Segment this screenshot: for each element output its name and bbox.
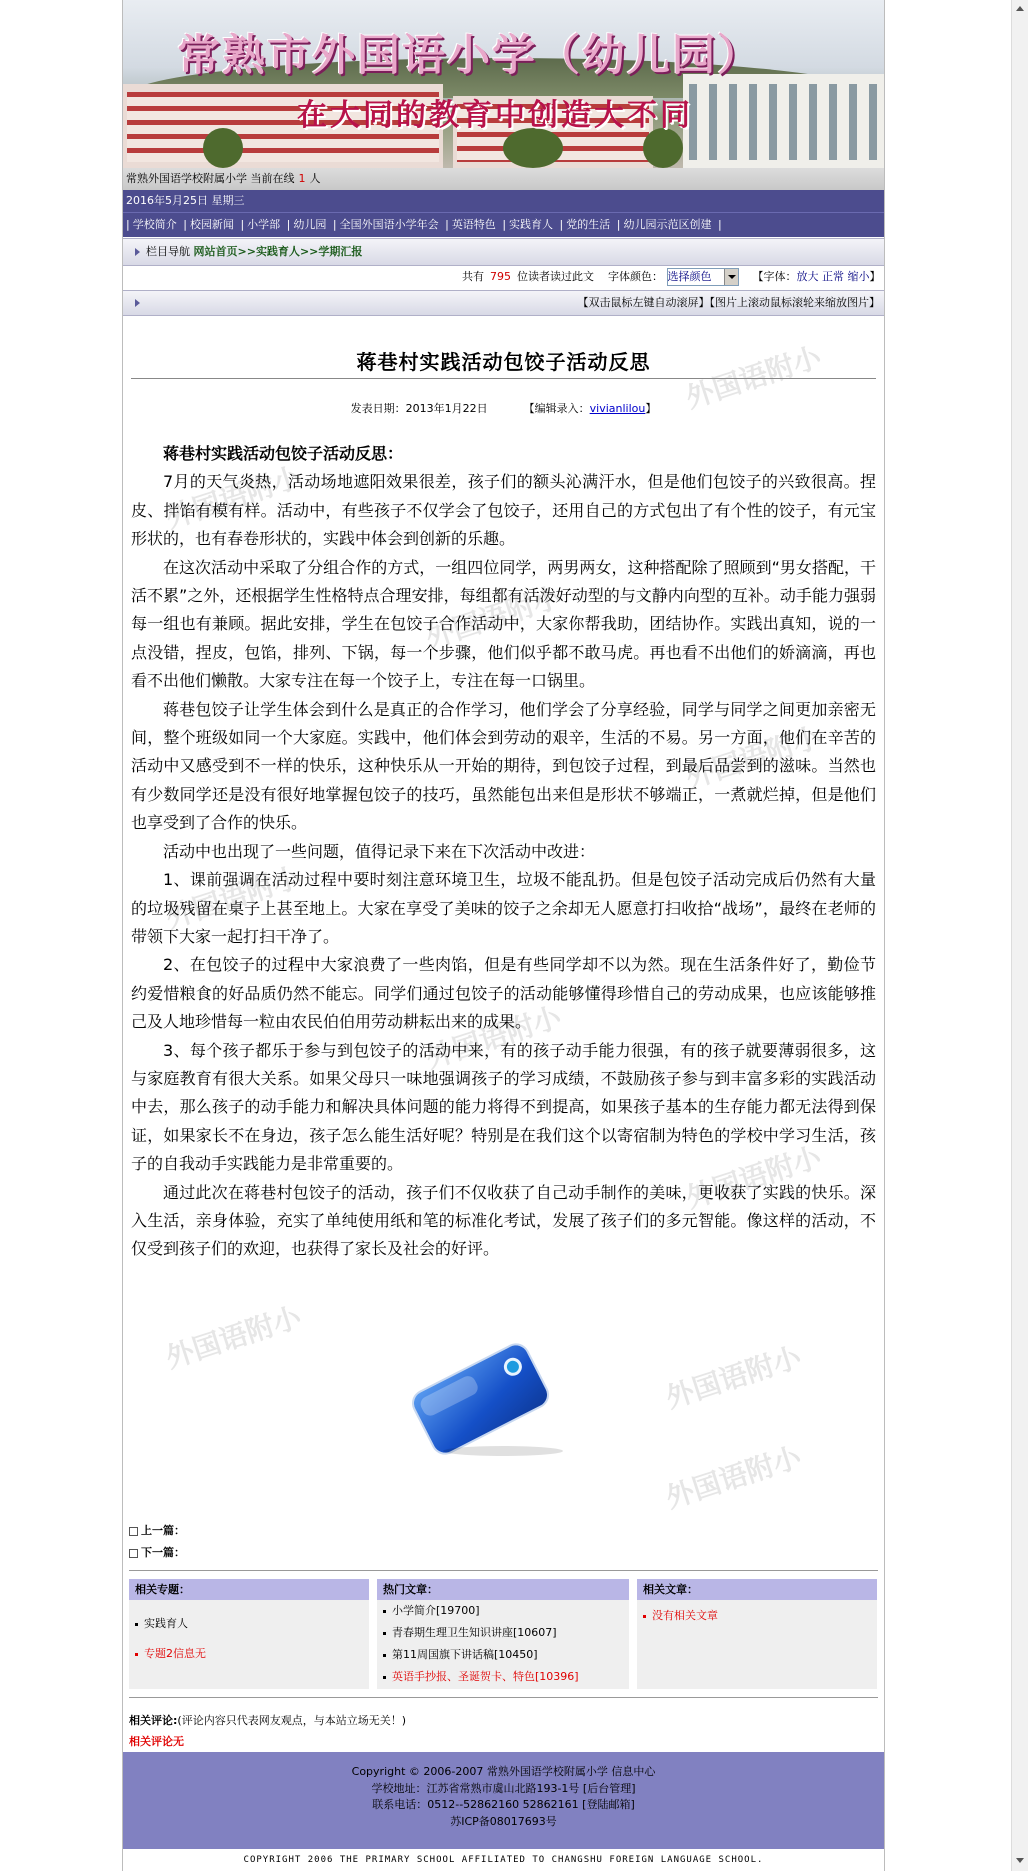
footer-icp: 苏ICP备08017693号	[450, 1814, 557, 1828]
related-articles-panel	[637, 1579, 877, 1689]
font-small-link[interactable]: 缩小	[847, 270, 870, 283]
watermark-text: 外国语附小	[421, 1000, 566, 1075]
nav-item-practice[interactable]: 实践育人	[509, 218, 554, 231]
watermark-text: 外国语附小	[681, 720, 826, 795]
related-topics-panel	[129, 1579, 369, 1689]
divider	[129, 1570, 878, 1571]
chevron-down-icon	[724, 269, 738, 285]
footer-phone: 联系电话：0512--52862160 52862161 [登陆邮箱]	[372, 1798, 635, 1811]
hot-articles-panel	[377, 1579, 629, 1689]
list-item: 没有相关文章	[637, 1605, 877, 1627]
list-item: 专题2信息无	[129, 1639, 369, 1669]
list-item[interactable]: 第11周国旗下讲话稿[10450]	[377, 1644, 629, 1666]
arrow-right-icon	[135, 248, 140, 256]
nav-item-campus-news[interactable]: 校园新闻	[189, 218, 234, 231]
banner-tree	[203, 128, 243, 168]
current-date: 2016年5月25日 星期三	[126, 194, 245, 207]
site-footer	[123, 1752, 884, 1847]
next-article[interactable]	[129, 1542, 185, 1564]
reader-count: 795	[490, 270, 511, 283]
article	[123, 316, 884, 1536]
article-paragraph: 通过此次在蒋巷村包饺子的活动，孩子们不仅收获了自己动手制作的美味，更收获了实践的快乐。深入生活，亲身体验，充实了单纯使用纸和笔的标准化考试，发展了孩子们的多元智能。像这样的活动，不仅受到孩子们的欢迎，也获得了家长及社会的好评。	[131, 1182, 876, 1259]
tip-bar	[123, 290, 884, 316]
scrollbar[interactable]	[1011, 0, 1028, 1871]
nav-item-annual-meeting[interactable]: 全国外国语小学年会	[339, 218, 439, 231]
list-item[interactable]: 青春期生理卫生知识讲座[10607]	[377, 1622, 629, 1644]
font-size-label: 【字体：	[752, 270, 797, 283]
editor-link[interactable]: vivianlilou	[589, 402, 646, 415]
banner-tree	[643, 128, 683, 168]
article-paragraph: 在这次活动中采取了分组合作的方式，一组四位同学，两男两女，这种搭配除了照顾到“男女搭配，干活不累”之外，还根据学生性格特点合理安排，每组都有活泼好动型的与文静内向型的互补。动手能力强弱每一组也有兼顾。据此安排，学生在包饺子合作活动中，大家你帮我助，团结协作。实践出真知，说的一点没错，捏皮，包馅，排列、下锅，每一个步骤，他们似乎都不敢马虎。再也看不出他们的娇滴滴，再也看不出他们懒散。大家专注在每一个饺子上，专注在每一口锅里。	[131, 557, 876, 691]
nav-item-party-life[interactable]: 党的生活	[566, 218, 611, 231]
scroll-up-icon[interactable]	[1016, 6, 1024, 11]
font-color-select[interactable]	[667, 268, 739, 286]
online-count: 1	[298, 172, 306, 185]
banner-building-right	[683, 74, 884, 168]
banner-tree	[503, 128, 563, 168]
font-big-link[interactable]: 放大	[796, 270, 819, 283]
reader-count-suffix: 位读者读过此文	[517, 270, 594, 283]
school-name-logo: 常熟市外国语小学（幼儿园）	[177, 31, 762, 81]
article-paragraph: 蒋巷包饺子让学生体会到什么是真正的合作学习，他们学会了分享经验，同学与同学之间更加亲密无间，整个班级如同一个大家庭。实践中，他们体会到劳动的艰辛，生活的不易。另一方面，他们在辛苦的活动中又感受到不一样的快乐，这种快乐从一开始的期待，到包饺子过程，到最后品尝到的滋味。当然也有少数同学还是没有很好地掌握包饺子的技巧，虽然能包出来但是形状不够端正，一煮就烂掉，但是他们也享受到了合作的快乐。	[131, 699, 876, 833]
scroll-down-icon[interactable]	[1016, 1858, 1024, 1863]
tag-card-image	[403, 1346, 583, 1461]
panel-title: 相关文章：	[637, 1579, 877, 1600]
reader-count-prefix: 共有	[462, 270, 484, 283]
comments-empty: 相关评论无	[129, 1735, 184, 1748]
comments-label: 相关评论:	[129, 1714, 178, 1727]
watermark-text: 外国语附小	[421, 580, 566, 655]
font-color-select-value: 选择颜色	[667, 270, 712, 283]
page-container	[122, 0, 885, 1871]
bullet-icon	[129, 1527, 138, 1536]
online-label: 常熟外国语学校附属小学 当前在线	[126, 172, 295, 185]
prev-next-nav	[129, 1520, 185, 1564]
watermark-text: 外国语附小	[661, 1340, 806, 1415]
breadcrumb-sep: >>	[299, 245, 319, 258]
nav-item-kg-demo[interactable]: 幼儿园示范区创建	[623, 218, 712, 231]
prev-label: 上一篇：	[141, 1524, 185, 1537]
list-item[interactable]: 小学简介[19700]	[377, 1600, 629, 1622]
watermark-text: 外国语附小	[681, 340, 826, 415]
nav-item-primary[interactable]: 小学部	[247, 218, 281, 231]
breadcrumb-label: 栏目导航	[146, 245, 190, 258]
blue-tag-icon	[410, 1341, 551, 1457]
footer-address: 学校地址：江苏省常熟市虞山北路193-1号 [后台管理]	[371, 1781, 636, 1795]
nav-item-kindergarten[interactable]: 幼儿园	[293, 218, 327, 231]
comments-section	[129, 1712, 406, 1749]
watermark-text: 外国语附小	[681, 1140, 826, 1215]
nav-item-school-intro[interactable]: 学校简介	[132, 218, 177, 231]
font-normal-link[interactable]: 正常	[822, 270, 844, 283]
online-suffix: 人	[309, 172, 321, 185]
editor-label: 【编辑录入：	[523, 402, 590, 415]
article-meta	[123, 400, 884, 416]
font-size-end: 】	[869, 270, 881, 283]
bullet-icon	[129, 1549, 138, 1558]
footer-copyright-en: COPYRIGHT 2006 THE PRIMARY SCHOOL AFFILIATED TO CHANGSHU FOREIGN LANGUAGE SCHOOL.	[123, 1847, 884, 1873]
school-slogan: 在大同的教育中创造大不同	[297, 98, 693, 133]
watermark-text: 外国语附小	[161, 860, 306, 935]
arrow-right-icon	[135, 299, 140, 307]
next-label: 下一篇：	[141, 1546, 185, 1559]
list-item[interactable]: 英语手抄报、圣诞贺卡、特色[10396]	[377, 1666, 629, 1688]
footer-copyright: Copyright © 2006-2007 常熟外国语学校附属小学 信息中心	[351, 1765, 656, 1778]
online-status-bar	[123, 168, 884, 190]
prev-article[interactable]	[129, 1520, 185, 1542]
editor-end: 】	[645, 402, 657, 415]
watermark-text: 外国语附小	[161, 460, 306, 535]
breadcrumb-sub-link[interactable]: 学期汇报	[318, 245, 363, 258]
article-heading: 蒋巷村实践活动包饺子活动反思：	[163, 444, 404, 463]
breadcrumb-category-link[interactable]: 实践育人	[255, 245, 300, 258]
nav-item-english[interactable]: 英语特色	[451, 218, 496, 231]
watermark-text: 外国语附小	[161, 1300, 306, 1375]
main-nav: | 学校简介 | 校园新闻 | 小学部 | 幼儿园 | 全国外国语小学年会 | 英语特色 | 实践育人 | 党的生活 | 幼儿园示范区创建 |	[123, 212, 884, 237]
breadcrumb	[123, 238, 884, 266]
font-color-label: 字体颜色：	[608, 270, 663, 283]
publish-date: 发表日期：2013年1月22日	[350, 402, 488, 415]
article-paragraph: 7月的天气炎热，活动场地遮阳效果很差，孩子们的额头沁满汗水，但是他们包饺子的兴致很高。捏皮、拌馅有模有样。活动中，有些孩子不仅学会了包饺子，还用自己的方式包出了有个性的饺子，有元宝形状的，也有春卷形状的，实践中体会到创新的乐趣。	[131, 472, 876, 549]
breadcrumb-home-link[interactable]: 网站首页	[193, 245, 238, 258]
site-banner	[123, 0, 884, 168]
article-paragraph: 1、课前强调在活动过程中要时刻注意环境卫生，垃圾不能乱扔。但是包饺子活动完成后仍然有大量的垃圾残留在桌子上甚至地上。大家在享受了美味的饺子之余却无人愿意打扫收拾“战场”，最终在老师的带领下大家一起打扫干净了。	[131, 870, 876, 946]
article-paragraph: 2、在包饺子的过程中大家浪费了一些肉馅，但是有些同学却不以为然。现在生活条件好了，勤俭节约爱惜粮食的好品质仍然不能忘。同学们通过包饺子的活动能够懂得珍惜自己的劳动成果，也应该能够推己及人地珍惜每一粒由农民伯伯用劳动耕耘出来的成果。	[131, 955, 876, 1032]
divider	[129, 1697, 878, 1698]
panel-title: 热门文章：	[377, 1579, 629, 1600]
article-title: 蒋巷村实践活动包饺子活动反思	[356, 350, 651, 374]
panel-title: 相关专题：	[129, 1579, 369, 1600]
article-paragraph: 3、每个孩子都乐于参与到包饺子的活动中来，有的孩子动手能力很强，有的孩子就要薄弱很多，这与家庭教育有很大关系。如果父母只一味地强调孩子的学习成绩，不鼓励孩子参与到丰富多彩的实践活动中去，那么孩子的动手能力和解决具体问题的能力将得不到提高，如果孩子基本的生存能力都无法得到保证，如果家长不在身边，孩子怎么能生活好呢？特别是在我们这个以寄宿制为特色的学校中学习生活，孩子的自我动手实践能力是非常重要的。	[131, 1040, 876, 1174]
list-item[interactable]: 实践育人	[129, 1609, 369, 1639]
watermark-text: 外国语附小	[661, 1440, 806, 1515]
title-divider	[131, 378, 876, 379]
breadcrumb-sep: >>	[237, 245, 256, 258]
article-toolbar	[123, 265, 884, 289]
article-body	[131, 440, 876, 1264]
scroll-tip-text: 【双击鼠标左键自动滚屏】【图片上滚动鼠标滚轮来缩放图片】	[577, 296, 880, 309]
date-bar	[123, 190, 884, 212]
article-paragraph: 活动中也出现了一些问题，值得记录下来在下次活动中改进：	[163, 841, 596, 861]
comments-note: (评论内容只代表网友观点，与本站立场无关！)	[177, 1714, 406, 1727]
